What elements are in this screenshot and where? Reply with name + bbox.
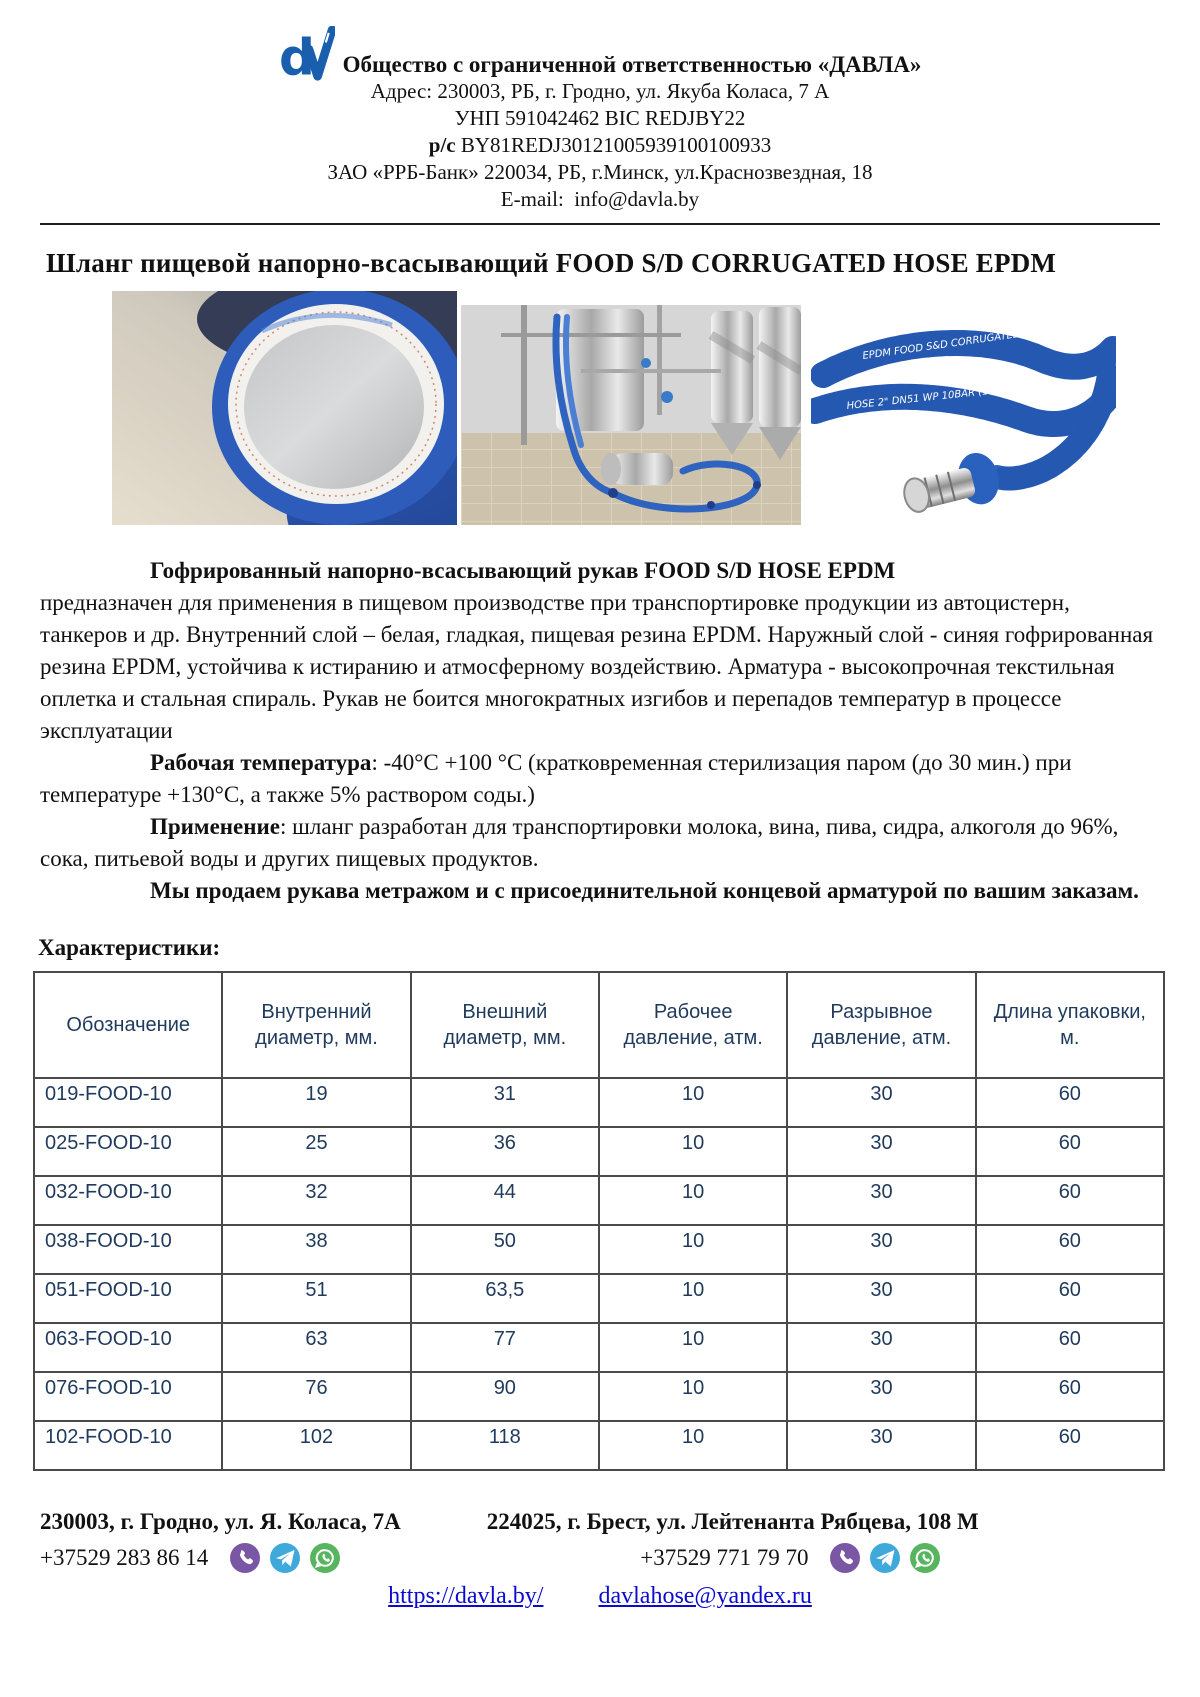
cell-value: 60 bbox=[976, 1421, 1164, 1470]
cell-value: 30 bbox=[787, 1078, 975, 1127]
cell-value: 38 bbox=[222, 1225, 410, 1274]
photo-factory-installation bbox=[461, 305, 801, 525]
site-link[interactable]: https://davla.by/ bbox=[388, 1583, 544, 1609]
cell-value: 36 bbox=[411, 1127, 599, 1176]
temperature-text: : -40°С +100 °С (кратковременная стерилизация паром (до 30 мин.) при температуре +130°С, а также 5% раствором соды.) bbox=[40, 750, 1072, 807]
product-photos bbox=[112, 291, 1160, 525]
cell-value: 10 bbox=[599, 1176, 787, 1225]
cell-designation: 063-FOOD-10 bbox=[34, 1323, 222, 1372]
email-link[interactable]: davlahose@yandex.ru bbox=[598, 1583, 812, 1609]
cell-value: 118 bbox=[411, 1421, 599, 1470]
cell-designation: 102-FOOD-10 bbox=[34, 1421, 222, 1470]
company-name: Общество с ограниченной ответственностью «ДАВЛА» bbox=[342, 52, 922, 77]
cell-value: 60 bbox=[976, 1274, 1164, 1323]
table-row bbox=[34, 1372, 1164, 1421]
company-logo-icon bbox=[279, 26, 335, 84]
lead-rest: предназначен для применения в пищевом производстве при транспортировке продукции из автоцистерн, танкеров и др. Внутренний слой – белая, гладкая, пищевая резина EPDM. Наружный слой - синяя гофрированная резина EPDM, устойчива к истиранию и атмосферному воздействию. Арматура - высокопрочная текстильная оплетка и стальная спираль. Рукав не боится многократных изгибов и перепадов температур в процессе эксплуатации bbox=[40, 590, 1154, 743]
cell-value: 63 bbox=[222, 1323, 410, 1372]
column-header: Внутренний диаметр, мм. bbox=[222, 972, 410, 1078]
page-title: Шланг пищевой напорно-всасывающий FOOD S/D CORRUGATED HOSE EPDM bbox=[46, 248, 1057, 278]
cell-value: 30 bbox=[787, 1274, 975, 1323]
cell-value: 32 bbox=[222, 1176, 410, 1225]
svg-text:d: d bbox=[278, 27, 315, 84]
description-lead-paragraph bbox=[40, 555, 1160, 747]
header-account-line bbox=[40, 132, 1160, 159]
phone-brest: +37529 771 79 70 bbox=[640, 1545, 809, 1570]
table-row bbox=[34, 1127, 1164, 1176]
cell-designation: 019-FOOD-10 bbox=[34, 1078, 222, 1127]
cell-value: 10 bbox=[599, 1078, 787, 1127]
cell-value: 25 bbox=[222, 1127, 410, 1176]
table-row bbox=[34, 1421, 1164, 1470]
cell-value: 60 bbox=[976, 1176, 1164, 1225]
lead-bold: Гофрированный напорно-всасывающий рукав FOOD S/D HOSE EPDM bbox=[150, 558, 896, 583]
cell-value: 30 bbox=[787, 1421, 975, 1470]
cell-value: 10 bbox=[599, 1372, 787, 1421]
cell-value: 60 bbox=[976, 1078, 1164, 1127]
address-brest: 224025, г. Брест, ул. Лейтенанта Рябцева, 108 М bbox=[486, 1509, 979, 1534]
cell-value: 30 bbox=[787, 1176, 975, 1225]
header-divider bbox=[40, 223, 1160, 225]
photo-hose-cross-section bbox=[112, 291, 457, 525]
cell-value: 90 bbox=[411, 1372, 599, 1421]
header-bank-line: ЗАО «РРБ-Банк» 220034, РБ, г.Минск, ул.Краснозвездная, 18 bbox=[327, 160, 873, 184]
cell-designation: 076-FOOD-10 bbox=[34, 1372, 222, 1421]
social-icons-brest bbox=[830, 1543, 940, 1573]
column-header: Длина упаковки, м. bbox=[976, 972, 1164, 1078]
sales-paragraph: Мы продаем рукава метражом и с присоединительной концевой арматурой по вашим заказам. bbox=[150, 878, 1139, 903]
application-paragraph bbox=[40, 811, 1160, 875]
cell-value: 10 bbox=[599, 1274, 787, 1323]
temperature-label: Рабочая температура bbox=[150, 750, 372, 775]
account-number: BY81REDJ30121005939100100933 bbox=[460, 133, 772, 157]
cell-value: 76 bbox=[222, 1372, 410, 1421]
column-header: Внешний диаметр, мм. bbox=[411, 972, 599, 1078]
spec-table-body bbox=[34, 1078, 1164, 1470]
cell-value: 30 bbox=[787, 1323, 975, 1372]
cell-designation: 038-FOOD-10 bbox=[34, 1225, 222, 1274]
whatsapp-icon[interactable] bbox=[310, 1543, 340, 1573]
address-grodno: 230003, г. Гродно, ул. Я. Коласа, 7А bbox=[40, 1509, 401, 1534]
product-description bbox=[40, 555, 1160, 907]
telegram-icon[interactable] bbox=[270, 1543, 300, 1573]
cell-value: 77 bbox=[411, 1323, 599, 1372]
viber-icon[interactable] bbox=[830, 1543, 860, 1573]
column-header: Рабочее давление, атм. bbox=[599, 972, 787, 1078]
email-value: info@davla.by bbox=[574, 187, 700, 211]
column-header: Обозначение bbox=[34, 972, 222, 1078]
application-label: Применение bbox=[150, 814, 280, 839]
hose-print-text: EPDM FOOD S&D CORRUGATED HOSE bbox=[861, 324, 1053, 362]
photo-hose-coil-fitting bbox=[811, 313, 1116, 523]
account-label: р/с bbox=[428, 133, 456, 157]
hose-print-text-2: HOSE 2" DN51 WP 10BAR (150 psi) bbox=[846, 382, 1023, 412]
cell-value: 50 bbox=[411, 1225, 599, 1274]
email-label: E-mail: bbox=[500, 187, 564, 211]
cell-value: 30 bbox=[787, 1372, 975, 1421]
viber-icon[interactable] bbox=[230, 1543, 260, 1573]
cell-value: 60 bbox=[976, 1323, 1164, 1372]
temperature-paragraph bbox=[40, 747, 1160, 811]
cell-value: 60 bbox=[976, 1127, 1164, 1176]
cell-designation: 051-FOOD-10 bbox=[34, 1274, 222, 1323]
cell-value: 63,5 bbox=[411, 1274, 599, 1323]
cell-value: 30 bbox=[787, 1127, 975, 1176]
whatsapp-icon[interactable] bbox=[910, 1543, 940, 1573]
cell-value: 51 bbox=[222, 1274, 410, 1323]
header-address-line: Адрес: 230003, РБ, г. Гродно, ул. Якуба Коласа, 7 А bbox=[370, 79, 830, 103]
application-text: : шланг разработан для транспортировки молока, вина, пива, сидра, алкоголя до 96%, сока, питьевой воды и других пищевых продуктов. bbox=[40, 814, 1119, 871]
cell-value: 10 bbox=[599, 1421, 787, 1470]
table-row bbox=[34, 1176, 1164, 1225]
cell-value: 44 bbox=[411, 1176, 599, 1225]
header-unp-line: УНП 591042462 BIC REDJBY22 bbox=[454, 106, 746, 130]
spec-table-head-row bbox=[34, 972, 1164, 1078]
cell-value: 102 bbox=[222, 1421, 410, 1470]
specs-heading: Характеристики: bbox=[38, 935, 221, 960]
telegram-icon[interactable] bbox=[870, 1543, 900, 1573]
table-row bbox=[34, 1323, 1164, 1372]
cell-designation: 032-FOOD-10 bbox=[34, 1176, 222, 1225]
cell-designation: 025-FOOD-10 bbox=[34, 1127, 222, 1176]
table-row bbox=[34, 1078, 1164, 1127]
social-icons-grodno bbox=[230, 1543, 340, 1573]
cell-value: 10 bbox=[599, 1323, 787, 1372]
spec-table bbox=[33, 971, 1165, 1471]
contacts-footer bbox=[40, 1507, 1160, 1610]
cell-value: 60 bbox=[976, 1225, 1164, 1274]
cell-value: 19 bbox=[222, 1078, 410, 1127]
header-email-line bbox=[40, 186, 1160, 213]
table-row bbox=[34, 1274, 1164, 1323]
column-header: Разрывное давление, атм. bbox=[787, 972, 975, 1078]
cell-value: 60 bbox=[976, 1372, 1164, 1421]
cell-value: 10 bbox=[599, 1225, 787, 1274]
cell-value: 10 bbox=[599, 1127, 787, 1176]
cell-value: 31 bbox=[411, 1078, 599, 1127]
phone-grodno: +37529 283 86 14 bbox=[40, 1545, 209, 1570]
letterhead bbox=[40, 26, 1160, 213]
table-row bbox=[34, 1225, 1164, 1274]
cell-value: 30 bbox=[787, 1225, 975, 1274]
